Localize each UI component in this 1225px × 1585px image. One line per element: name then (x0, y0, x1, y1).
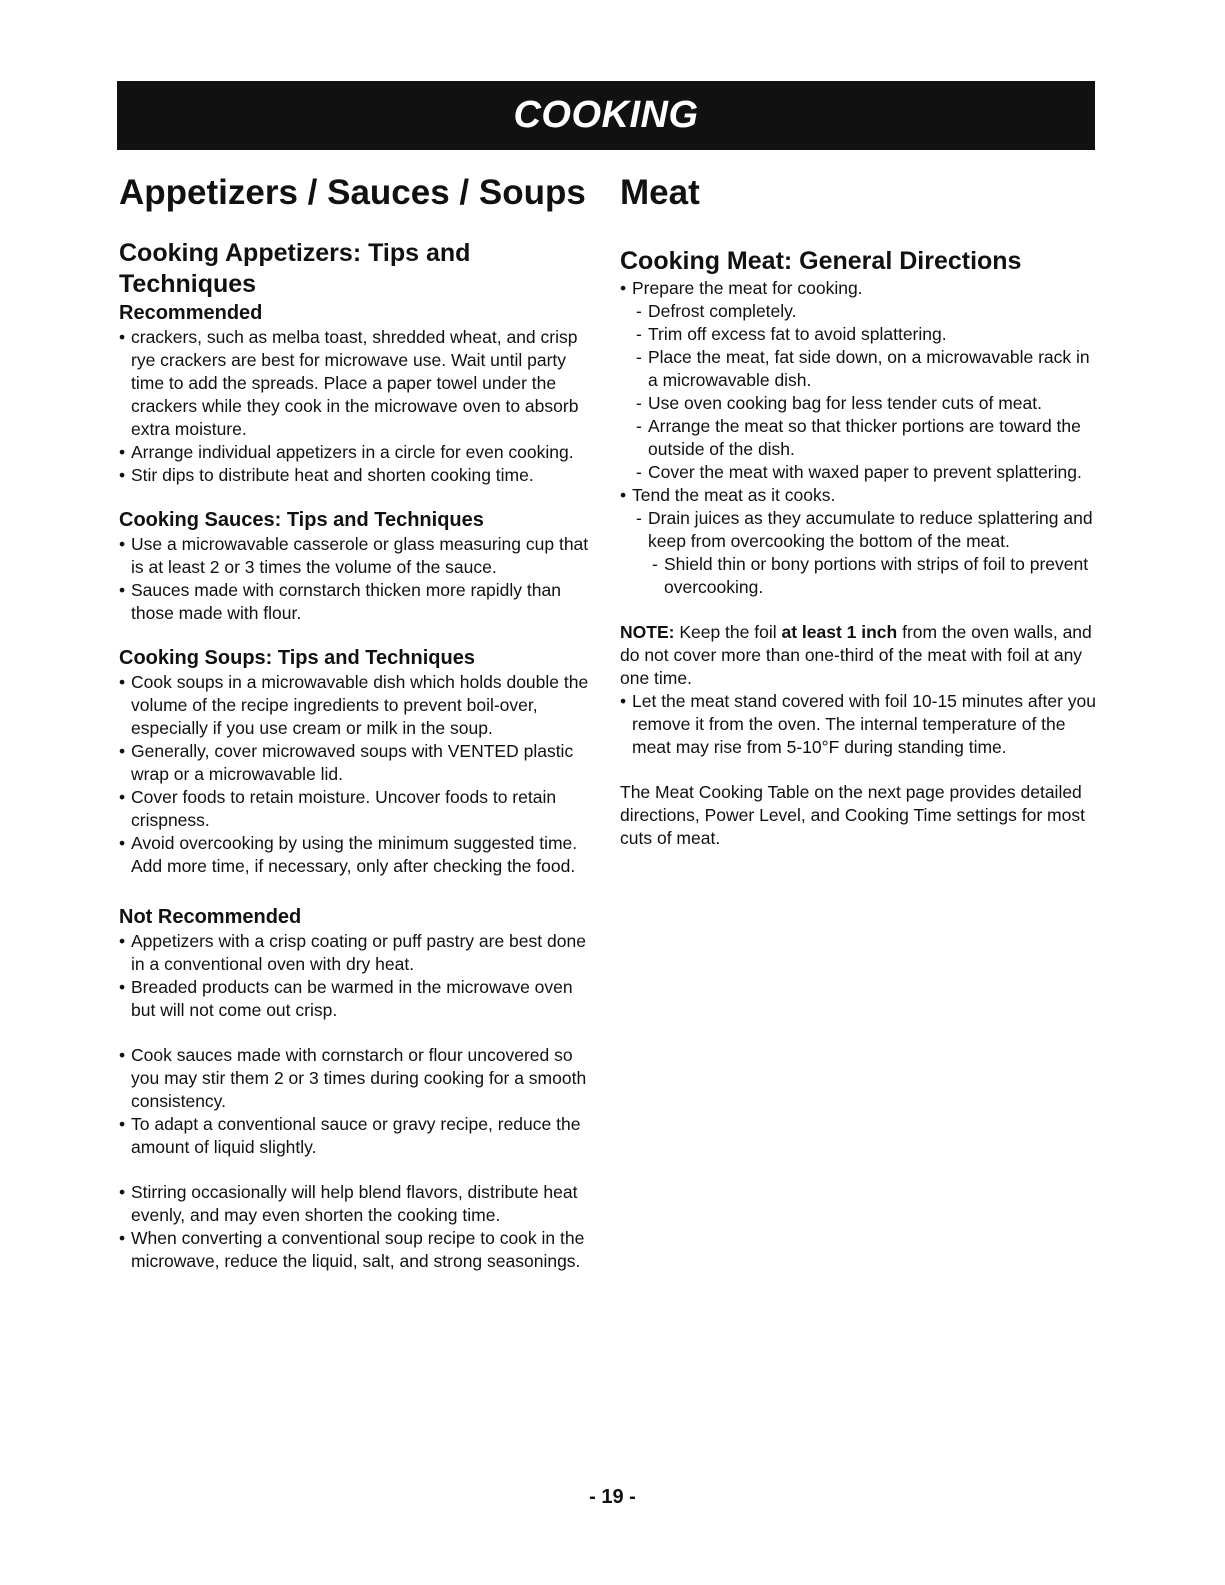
meat-heading: Cooking Meat: General Directions (620, 247, 1022, 275)
section-title-appetizers: Appetizers / Sauces / Soups (119, 173, 586, 212)
list-item: • Generally, cover microwaved soups with VENTED plastic wrap or a microwavable lid. (119, 740, 599, 786)
list-item: • Breaded products can be warmed in the microwave oven but will not come out crisp. (119, 976, 599, 1022)
list-item: • Cook soups in a microwavable dish which holds double the volume of the recipe ingredients to prevent boil-over, especially if you use cream or milk in the soup. (119, 671, 599, 740)
sub-list-item: - Cover the meat with waxed paper to prevent splattering. (620, 461, 1100, 484)
list-item: • To adapt a conventional sauce or gravy recipe, reduce the amount of liquid slightly. (119, 1113, 599, 1159)
list-item: • Let the meat stand covered with foil 10-15 minutes after you remove it from the oven. The internal temperature of the meat may rise from 5-10°F during standing time. (620, 690, 1100, 759)
list-item: • Avoid overcooking by using the minimum suggested time. Add more time, if necessary, only after checking the food. (119, 832, 599, 878)
page-number: - 19 - (589, 1486, 636, 1508)
not-recommended-list-1 (119, 930, 599, 1022)
sub-list-item: - Defrost completely. (620, 300, 1100, 323)
sub-list-item: - Use oven cooking bag for less tender cuts of meat. (620, 392, 1100, 415)
list-item: • Prepare the meat for cooking. (620, 277, 1100, 300)
note-label: NOTE: (620, 622, 675, 642)
sub-list-item: - Drain juices as they accumulate to reduce splattering and keep from overcooking the bottom of the meat. (620, 507, 1100, 553)
sub-list-item: - Place the meat, fat side down, on a microwavable rack in a microwavable dish. (620, 346, 1100, 392)
section-title-meat: Meat (620, 173, 700, 212)
not-recommended-list-3 (119, 1181, 599, 1273)
recommended-label: Recommended (119, 302, 263, 324)
meat-directions-list (620, 277, 1100, 599)
appetizers-heading: Cooking Appetizers: Tips and Techniques (119, 239, 471, 298)
list-item: • Cook sauces made with cornstarch or flour uncovered so you may stir them 2 or 3 times during cooking for a smooth consistency. (119, 1044, 599, 1113)
list-item: • Tend the meat as it cooks. (620, 484, 1100, 507)
not-recommended-heading: Not Recommended (119, 906, 302, 928)
left-column (119, 160, 599, 1273)
closing-paragraph: The Meat Cooking Table on the next page provides detailed directions, Power Level, and Cooking Time settings for most cuts of meat. (620, 782, 1085, 848)
note-emphasis: at least 1 inch (781, 622, 898, 642)
note-text-2: from the oven walls, and do not cover more than one-third of the meat with foil at any one time. (620, 622, 1092, 688)
standing-list (620, 690, 1100, 759)
soups-heading: Cooking Soups: Tips and Techniques (119, 647, 475, 669)
list-item: • When converting a conventional soup recipe to cook in the microwave, reduce the liquid, salt, and strong seasonings. (119, 1227, 599, 1273)
list-item: • crackers, such as melba toast, shredded wheat, and crisp rye crackers are best for microwave use. Wait until party time to add the spreads. Place a paper towel under the crackers while they cook in the microwave oven to absorb extra moisture. (119, 326, 599, 441)
section-banner: COOKING (117, 81, 1095, 150)
sauces-list (119, 533, 599, 625)
note-paragraph (620, 621, 1100, 690)
list-item: • Arrange individual appetizers in a circle for even cooking. (119, 441, 599, 464)
sub-list-item: - Trim off excess fat to avoid splattering. (620, 323, 1100, 346)
soups-list (119, 671, 599, 878)
list-item: • Sauces made with cornstarch thicken more rapidly than those made with flour. (119, 579, 599, 625)
right-column (620, 160, 1100, 850)
list-item: • Use a microwavable casserole or glass measuring cup that is at least 2 or 3 times the volume of the sauce. (119, 533, 599, 579)
list-item: • Appetizers with a crisp coating or puff pastry are best done in a conventional oven with dry heat. (119, 930, 599, 976)
list-item: • Cover foods to retain moisture. Uncover foods to retain crispness. (119, 786, 599, 832)
appetizers-list (119, 326, 599, 487)
list-item: • Stirring occasionally will help blend flavors, distribute heat evenly, and may even shorten the cooking time. (119, 1181, 599, 1227)
note-text-1: Keep the foil (674, 622, 782, 642)
sub-list-item: - Arrange the meat so that thicker portions are toward the outside of the dish. (620, 415, 1100, 461)
not-recommended-list-2 (119, 1044, 599, 1159)
sub-sub-list-item: - Shield thin or bony portions with strips of foil to prevent overcooking. (620, 553, 1100, 599)
sauces-heading: Cooking Sauces: Tips and Techniques (119, 509, 484, 531)
list-item: • Stir dips to distribute heat and shorten cooking time. (119, 464, 599, 487)
